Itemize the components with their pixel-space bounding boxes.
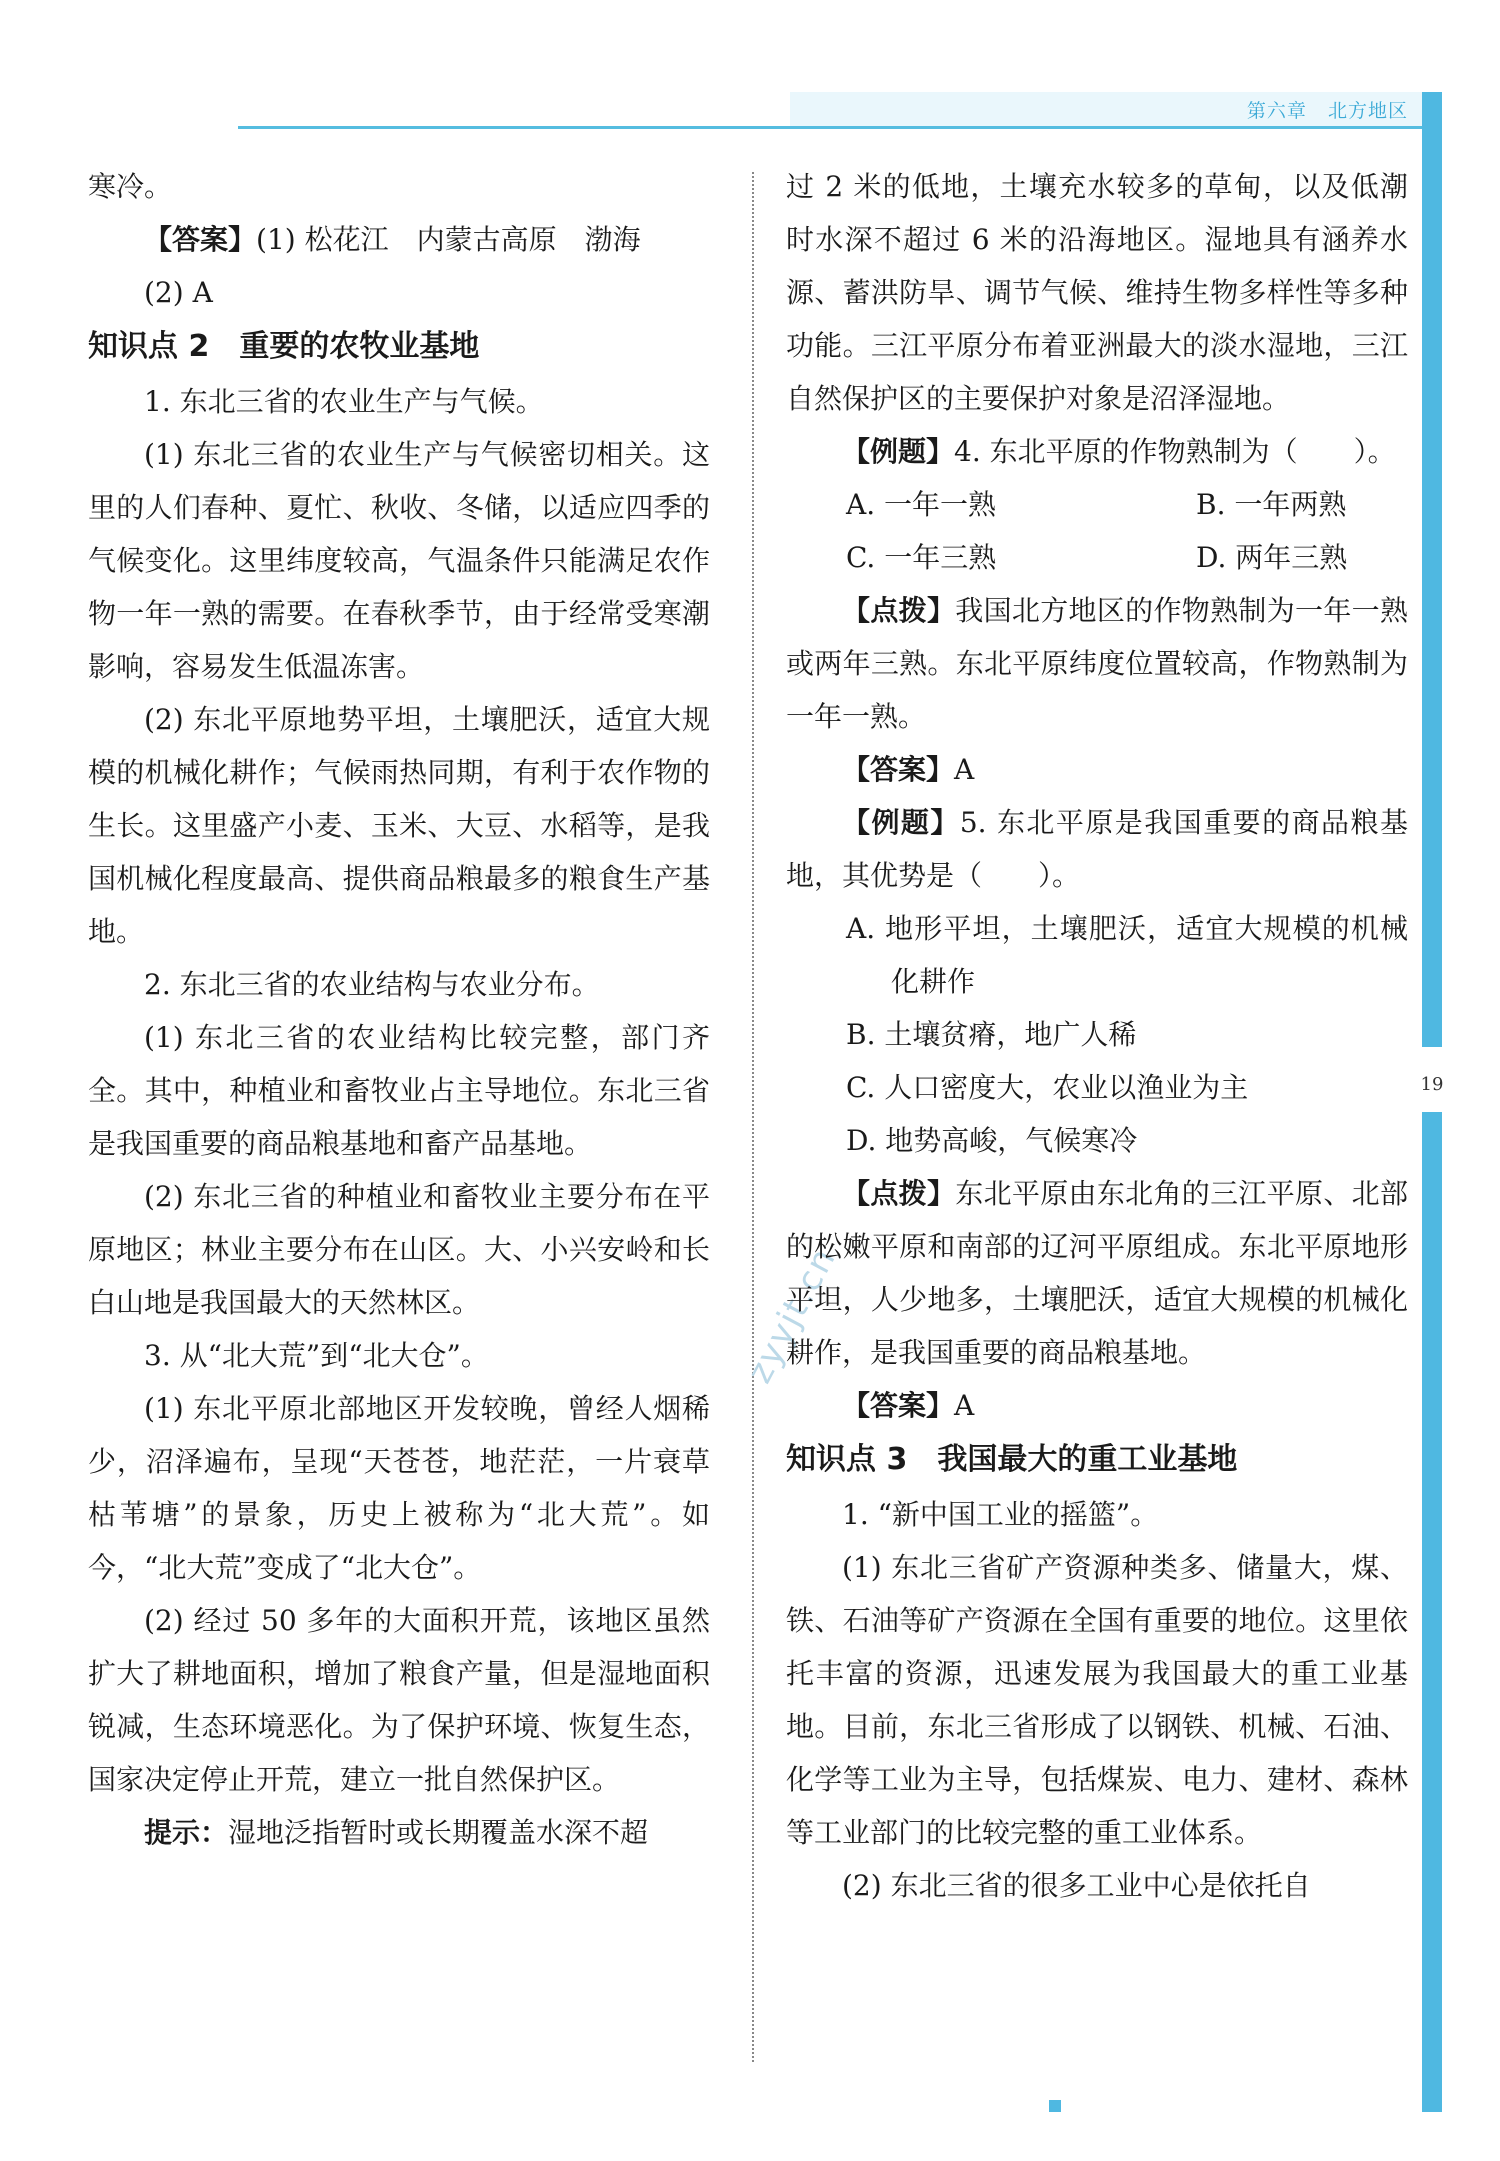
hint-paragraph xyxy=(786,1167,1408,1379)
paragraph: (2) 东北平原地势平坦，土壤肥沃，适宜大规模的机械化耕作；气候雨热同期，有利于农作物的生长。这里盛产小麦、玉米、大豆、水稻等，是我国机械化程度最高、提供商品粮最多的粮食生产基地。 xyxy=(88,703,710,948)
paragraph: (1) 东北三省的农业生产与气候密切相关。这里的人们春种、夏忙、秋收、冬储，以适应四季的气候变化。这里纬度较高，气温条件只能满足农作物一年一熟的需要。在春秋季节，由于经常受寒潮影响，容易发生低温冻害。 xyxy=(88,438,710,683)
answer-line-2: (2) A xyxy=(144,276,213,309)
paragraph: (1) 东北三省的农业结构比较完整，部门齐全。其中，种植业和畜牧业占主导地位。东北三省是我国重要的商品粮基地和畜产品基地。 xyxy=(88,1021,710,1160)
hint-paragraph xyxy=(88,1806,710,1859)
section-label: 北方地区 xyxy=(1327,100,1408,122)
chapter-label: 第六章 xyxy=(1246,100,1307,122)
section-heading: 知识点 2 重要的农牧业基地 xyxy=(88,329,480,364)
answer-text: A xyxy=(954,753,975,786)
page-number: 19 xyxy=(1420,1074,1444,1095)
footer-square xyxy=(1049,2100,1061,2112)
answer-text: A xyxy=(954,1389,975,1422)
header-rule xyxy=(238,126,1431,129)
option-d: D. 地势高峻，气候寒冷 xyxy=(846,1124,1138,1157)
running-header xyxy=(1247,96,1408,123)
hint-text: 我国北方地区的作物熟制为一年一熟或两年三熟。东北平原纬度位置较高，作物熟制为一年一熟。 xyxy=(786,594,1408,733)
option-c: C. 一年三熟 xyxy=(846,541,997,574)
paragraph: (1) 东北平原北部地区开发较晚，曾经人烟稀少，沼泽遍布，呈现“天苍苍，地茫茫，一片衰草枯苇塘”的景象，历史上被称为“北大荒”。如今，“北大荒”变成了“北大仓”。 xyxy=(88,1392,710,1584)
option-c: C. 人口密度大，农业以渔业为主 xyxy=(846,1071,1249,1104)
column-divider xyxy=(752,172,754,2062)
question-text: 5. 东北平原是我国重要的商品粮基地，其优势是（ ）。 xyxy=(786,806,1408,892)
example-tag: 【例题】 xyxy=(842,435,955,468)
right-column xyxy=(786,160,1408,1912)
option-b: B. 土壤贫瘠，地广人稀 xyxy=(846,1018,1137,1051)
option-b: B. 一年两熟 xyxy=(1196,488,1347,521)
paragraph: 过 2 米的低地，土壤充水较多的草甸，以及低潮时水深不超过 6 米的沿海地区。湿地具有涵养水源、蓄洪防旱、调节气候、维持生物多样性等多种功能。三江平原分布着亚洲最大的淡水湿地，三江自然保护区的主要保护对象是沼泽湿地。 xyxy=(786,170,1408,415)
hint-text: 东北平原由东北角的三江平原、北部的松嫩平原和南部的辽河平原组成。东北平原地形平坦，人少地多，土壤肥沃，适宜大规模的机械化耕作，是我国重要的商品粮基地。 xyxy=(786,1177,1408,1369)
answer-line xyxy=(786,743,1408,796)
answer-tag: 【答案】 xyxy=(842,1389,955,1422)
answer-text: (1) 松花江 内蒙古高原 渤海 xyxy=(256,223,641,256)
example-question-5 xyxy=(786,796,1408,902)
section-heading: 知识点 3 我国最大的重工业基地 xyxy=(786,1442,1238,1477)
paragraph: (2) 经过 50 多年的大面积开荒，该地区虽然扩大了耕地面积，增加了粮食产量，但是湿地面积锐减，生态环境恶化。为了保护环境、恢复生态，国家决定停止开荒，建立一批自然保护区。 xyxy=(88,1604,710,1796)
side-tab-upper xyxy=(1422,92,1442,1047)
watermark: zyyjt.cn xyxy=(739,1240,845,1390)
paragraph: (2) 东北三省的很多工业中心是依托自 xyxy=(842,1869,1311,1902)
answer-tag: 【答案】 xyxy=(144,223,257,256)
hint-text: 湿地泛指暂时或长期覆盖水深不超 xyxy=(228,1816,649,1849)
hint-paragraph xyxy=(786,584,1408,743)
hint-tag: 【点拨】 xyxy=(842,594,956,627)
example-question-4 xyxy=(786,425,1408,478)
side-tab-lower xyxy=(1422,1112,1442,2112)
paragraph: 1. “新中国工业的摇篮”。 xyxy=(842,1498,1159,1531)
hint-tag: 提示： xyxy=(144,1816,229,1849)
paragraph: (1) 东北三省矿产资源种类多、储量大，煤、铁、石油等矿产资源在全国有重要的地位。这里依托丰富的资源，迅速发展为我国最大的重工业基地。目前，东北三省形成了以钢铁、机械、石油、化学等工业为主导，包括煤炭、电力、建材、森林等工业部门的比较完整的重工业体系。 xyxy=(786,1551,1408,1849)
paragraph: 2. 东北三省的农业结构与农业分布。 xyxy=(144,968,600,1001)
option-a: A. 地形平坦，土壤肥沃，适宜大规模的机械化耕作 xyxy=(846,912,1408,998)
options-row xyxy=(786,531,1408,584)
paragraph: 寒冷。 xyxy=(88,170,173,203)
option-a: A. 一年一熟 xyxy=(846,488,997,521)
options-row xyxy=(786,478,1408,531)
example-tag: 【例题】 xyxy=(842,806,960,839)
answer-line xyxy=(88,213,710,266)
paragraph: (2) 东北三省的种植业和畜牧业主要分布在平原地区；林业主要分布在山区。大、小兴安岭和长白山地是我国最大的天然林区。 xyxy=(88,1180,710,1319)
answer-line xyxy=(786,1379,1408,1432)
left-column xyxy=(88,160,710,1859)
paragraph: 1. 东北三省的农业生产与气候。 xyxy=(144,385,544,418)
question-text: 4. 东北平原的作物熟制为（ ）。 xyxy=(954,435,1396,468)
option-d: D. 两年三熟 xyxy=(1196,541,1348,574)
paragraph: 3. 从“北大荒”到“北大仓”。 xyxy=(144,1339,489,1372)
hint-tag: 【点拨】 xyxy=(842,1177,956,1210)
answer-tag: 【答案】 xyxy=(842,753,955,786)
